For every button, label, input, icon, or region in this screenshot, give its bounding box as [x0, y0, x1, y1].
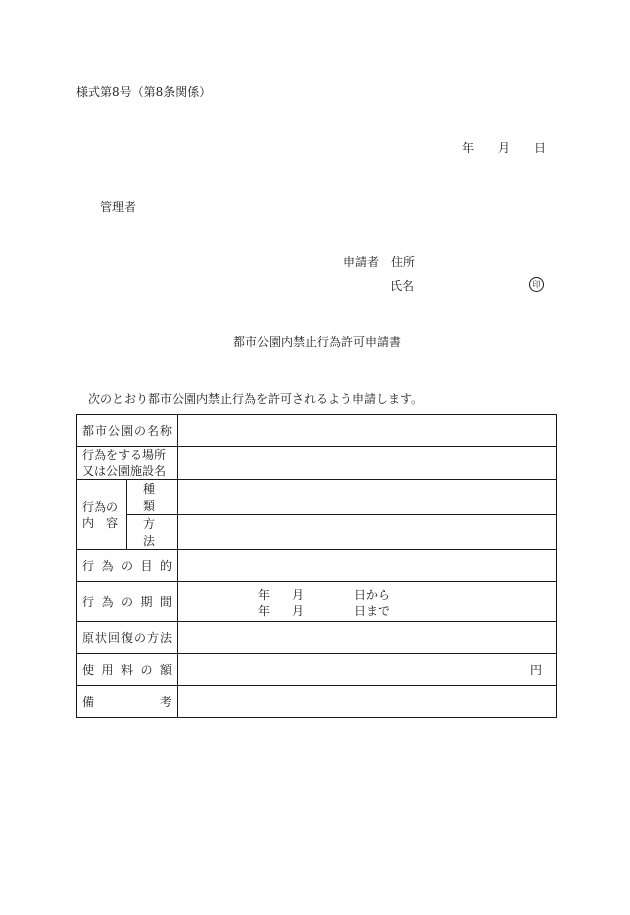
location-label: [77, 447, 178, 480]
date-month: 月: [498, 141, 511, 155]
period-to: [258, 602, 390, 619]
park-name-label: 都市公園の名称: [77, 415, 178, 447]
period-field[interactable]: [178, 582, 557, 622]
restoration-label: 原状回復の方法: [77, 622, 178, 654]
remarks-field[interactable]: [178, 686, 557, 718]
location-field[interactable]: [178, 447, 557, 480]
period-from-month: 月: [292, 588, 305, 602]
row-content-type: [77, 480, 557, 515]
content-label-line1: 行為の: [82, 499, 119, 514]
period-to-day: 日まで: [354, 604, 391, 618]
period-from-day: 日から: [354, 588, 391, 602]
row-remarks: [77, 686, 557, 718]
remarks-label: 備 考: [77, 686, 178, 718]
date-year: 年: [462, 141, 475, 155]
row-restoration: [77, 622, 557, 654]
park-name-field[interactable]: [178, 415, 557, 447]
row-content-method: [77, 515, 557, 550]
method-label: 方 法: [127, 515, 178, 550]
address-label: 住所: [391, 255, 416, 269]
applicant-role-label: 申請者: [343, 255, 380, 269]
method-field[interactable]: [178, 515, 557, 550]
applicant-address-line: [343, 255, 415, 269]
name-label: 氏名: [390, 279, 415, 293]
period-to-month: 月: [292, 604, 305, 618]
seal-mark: 印: [529, 277, 544, 292]
row-location: [77, 447, 557, 480]
fee-field[interactable]: [178, 654, 557, 686]
row-period: [77, 582, 557, 622]
fee-label: 使用料の額: [77, 654, 178, 686]
type-field[interactable]: [178, 480, 557, 515]
content-label-line2: 内 容: [82, 515, 119, 530]
fee-unit: 円: [530, 663, 543, 677]
period-to-year: 年: [258, 604, 271, 618]
date-day: 日: [534, 141, 547, 155]
period-from: [258, 586, 390, 603]
location-label-line1: 行為をする場所: [82, 448, 167, 462]
row-purpose: [77, 550, 557, 582]
intro-text: 次のとおり都市公園内禁止行為を許可されるよう申請します。: [88, 392, 424, 406]
permit-table: [76, 414, 557, 718]
addressee: 管理者: [100, 200, 137, 214]
row-park-name: [77, 415, 557, 447]
location-label-line2: 又は公園施設名: [82, 464, 167, 478]
document-title: 都市公園内禁止行為許可申請書: [233, 335, 402, 349]
type-label: 種 類: [127, 480, 178, 515]
purpose-label: 行為の目的: [77, 550, 178, 582]
purpose-field[interactable]: [178, 550, 557, 582]
date-line: [462, 141, 546, 155]
restoration-field[interactable]: [178, 622, 557, 654]
period-from-year: 年: [258, 588, 271, 602]
form-number: 様式第8号（第8条関係）: [76, 85, 212, 99]
applicant-name-line: [390, 279, 414, 293]
row-fee: [77, 654, 557, 686]
content-label: [77, 480, 127, 550]
period-label: 行為の期間: [77, 582, 178, 622]
